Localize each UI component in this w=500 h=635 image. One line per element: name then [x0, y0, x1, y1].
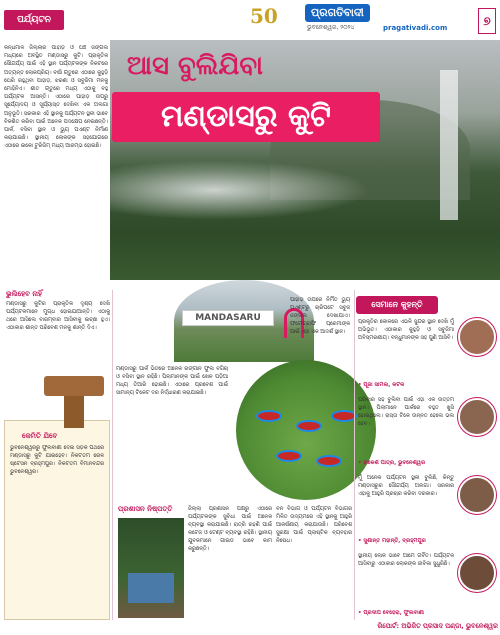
- waterfall-shape: [440, 70, 458, 220]
- paper-date: ଭୁବନେଶ୍ୱର, ୨୦୨୪: [307, 24, 355, 31]
- headline-line-2: ମଣ୍ଡାସରୁ କୁଟି: [112, 92, 380, 142]
- subhead-admin: ପ୍ରଶାସନ ନିଷ୍ପତ୍ତି: [118, 505, 173, 513]
- how-to-go-title: କେମିତି ଯିବେ: [22, 432, 58, 440]
- park-banner: MANDASARU: [182, 310, 274, 326]
- intro-text: କନ୍ଧମାଳ ଜିଲ୍ଲାର ପାହାଡ଼ ଓ ଘଞ୍ଚ ଜଙ୍ଗଲ ମଧ୍ୟରେ ଅବସ୍ଥିତ ମଣ୍ଡାସରୁ କୁଟି। ପ୍ରାକୃତିକ ସୌନ୍ଦର୍ଯ୍ୟ ପାଇଁ ଏହି ସ୍ଥାନ ପର୍ଯ୍ୟଟକଙ୍କ ନିକଟରେ ଅତ୍ୟନ୍ତ ଲୋକପ୍ରିୟ। ବର୍ଷା ଋତୁରେ ଏଠାରେ କୁହୁଡ଼ି ଘେରି ରହୁଥିବା ପାହାଡ଼, ଝରଣା ଓ ସବୁଜିମା ମନକୁ ମୋହିନିଏ। ଶୀତ ଋତୁରେ ମଧ୍ୟ ଏଠାକୁ ବହୁ ପର୍ଯ୍ୟଟକ ଆସନ୍ତି। ଏଠାରେ ପାହାଡ଼ ଉପରୁ ସୂର୍ଯ୍ୟୋଦୟ ଓ ସୂର୍ଯ୍ୟାସ୍ତ ଦେଖିବା ଏକ ଅଲଗା ଅନୁଭୂତି। ସରକାର ଏହି ସ୍ଥାନକୁ ପର୍ଯ୍ୟଟନ ସ୍ଥଳୀ ଭାବେ ବିକଶିତ କରିବା ପାଇଁ ଅନେକ ପଦକ୍ଷେପ ନେଇଛନ୍ତି। ପାର୍କ, ବସିବା ସ୍ଥାନ ଓ ଭ୍ୟୁ ପଏଣ୍ଟ ନିର୍ମାଣ କରାଯାଇଛି। ସ୍ଥାନୀୟ ଲୋକଙ୍କ ସହଯୋଗରେ ଏଠାରେ ଇକୋ ଟୁରିଜିମ୍ ମଧ୍ୟ ଆରମ୍ଭ ହୋଇଛି।: [4, 45, 108, 150]
- flower-bed: [276, 450, 302, 462]
- quotes-title: ସେମାନେ କୁହନ୍ତି: [356, 296, 438, 314]
- avatar: [458, 476, 496, 514]
- subhead-dont-forget: ଭୁଲିହେବ ନାହିଁ: [6, 290, 43, 298]
- park-text: ମଣ୍ଡାସରୁ ପାର୍କ ଭିତରେ ଅନେକ ରଙ୍ଗୀନ ଫୁଲ ବଗିଚା ଓ ବସିବା ସ୍ଥାନ ରହିଛି। ପିଲାମାନଙ୍କ ପାଇଁ ଖେଳ ପଡ଼ିଆ ମଧ୍ୟ ତିଆରି ହୋଇଛି। ଏଠାରେ ପ୍ରବେଶ ପାଇଁ ସାମାନ୍ୟ ଟିକେଟ ଦର ନିର୍ଦ୍ଧାରଣ କରାଯାଇଛି।: [116, 366, 228, 396]
- paper-name: ପ୍ରଗତିବାଦୀ: [305, 4, 370, 22]
- flower-bed: [296, 420, 322, 432]
- viewpoint-text: ପାହାଡ଼ ଉପରେ ନିର୍ମିତ ଭ୍ୟୁ ପଏଣ୍ଟରୁ ଚାରିପଟେ ସବୁଜ ଜଙ୍ଗଲ ଦେଖାଯାଏ। ଫଟୋଗ୍ରାଫି ପ୍ରେମୀଙ୍କ ପାଇଁ ଏହା ଏକ ଆଦର୍ଶ ସ୍ଥାନ।: [290, 297, 350, 335]
- quote-text: ପରିବାର ସହ ବୁଲିବା ପାଇଁ ଏହା ଏକ ଉତ୍ତମ ସ୍ଥାନ। ପିଲାମାନେ ପାର୍କରେ ବହୁତ ଖୁସି ହୋଇଥିଲେ। ରାସ୍ତା ଟିକେ ଉନ୍ନତ ହେଲେ ଭଲ ହେବ।: [358, 397, 454, 427]
- forest-text: ବନ ବିଭାଗ ଓ ପର୍ଯ୍ୟଟନ ବିଭାଗର ମିଳିତ ଉଦ୍ୟମରେ ଏହି ସ୍ଥାନକୁ ଆହୁରି ଆକର୍ଷଣୀୟ କରାଯାଉଛି। ପରିବେଶ ସୁରକ୍ଷା ପାଇଁ ପ୍ଲାଷ୍ଟିକ ବ୍ୟବହାର ନିଷେଧ।: [276, 506, 352, 544]
- quote-name: • ପ୍ରଦୀପ ବେହେରା, ଫୁଲବାଣୀ: [358, 610, 424, 616]
- admin-text: ଜିଲ୍ଲା ପ୍ରଶାସନ ପକ୍ଷରୁ ଏଠାରେ ପର୍ଯ୍ୟଟକଙ୍କ ସୁବିଧା ପାଇଁ ଅନେକ ବ୍ୟବସ୍ଥା କରାଯାଇଛି। ରାତ୍ରି ରହଣି ପାଇଁ କଟେଜ ଓ ଟେଣ୍ଟ ବ୍ୟବସ୍ଥା ରହିଛି। ସ୍ଥାନୀୟ ଯୁବକମାନେ ଗାଇଡ ଭାବେ କାମ କରୁଛନ୍ତି।: [188, 506, 272, 552]
- page-header: [0, 0, 500, 40]
- masthead: [305, 4, 475, 38]
- anniversary-logo: 50: [250, 4, 278, 28]
- cottage-photo: [118, 518, 184, 618]
- quote-text: ମୁଁ ଅନେକ ପର୍ଯ୍ୟଟନ ସ୍ଥଳୀ ବୁଲିଛି, କିନ୍ତୁ ମଣ୍ଡାସରୁର ସୌନ୍ଦର୍ଯ୍ୟ ଅଲଗା। ସରକାର ଏହାକୁ ଆହୁରି ପ୍ରଚାର କରିବା ଦରକାର।: [358, 475, 454, 497]
- signpost-board: [44, 376, 104, 396]
- avatar: [458, 318, 496, 356]
- quote-name: • ପୂଜା ସାମଲ, କଟକ: [358, 382, 405, 388]
- quote-name: • ସୁଶାନ୍ତ ମହାନ୍ତି, ବ୍ରହ୍ମପୁର: [358, 538, 426, 544]
- section-tab: ପର୍ଯ୍ୟଟନ: [4, 10, 64, 30]
- mist-overlay: [110, 160, 370, 220]
- how-to-go-text: ଭୁବନେଶ୍ୱରରୁ ଫୁଲବାଣୀ ଦେଇ ସଡ଼କ ପଥରେ ମଣ୍ଡାସରୁ କୁଟି ଯାଇହେବ। ନିକଟତମ ରେଳ ଷ୍ଟେସନ ବ୍ରହ୍ମପୁର। ନିକଟତମ ବିମାନବନ୍ଦର ଭୁବନେଶ୍ୱର।: [10, 445, 104, 475]
- flower-bed: [256, 410, 282, 422]
- quote-name: • ରାକେଶ ପାତ୍ର, ଭୁବନେଶ୍ୱର: [358, 460, 426, 466]
- quote-text: ସ୍ଥାନୀୟ ଲୋକ ଭାବେ ଆମେ ଗର୍ବିତ। ପର୍ଯ୍ୟଟକ ଆସିବାରୁ ଏଠାକାର ଲୋକଙ୍କ ଜୀବିକା ସୁଧୁରିଛି।: [358, 553, 454, 567]
- column-divider: [354, 290, 355, 620]
- paper-url: pragativadi.com: [383, 24, 448, 32]
- flower-garden-photo: [236, 360, 376, 500]
- avatar: [458, 554, 496, 592]
- cottage-shape: [128, 573, 174, 603]
- column-divider: [112, 290, 113, 620]
- avatar: [458, 398, 496, 436]
- page-number: ୭: [478, 8, 496, 34]
- flower-bed: [316, 455, 342, 467]
- dont-forget-text: ମଣ୍ଡାସରୁ କୁଟିର ପ୍ରାକୃତିକ ଦୃଶ୍ୟ ଦେଖି ପର୍ଯ୍ୟଟକମାନେ ମୁଗ୍ଧ ହୋଇଯାଆନ୍ତି। ଏଠାକୁ ଥରେ ଆସିଲେ ବାରମ୍ବାର ଆସିବାକୁ ଇଚ୍ଛା ହୁଏ। ଏଠାକାର ଶାନ୍ତ ପରିବେଶ ମନକୁ ଶାନ୍ତି ଦିଏ।: [6, 301, 110, 331]
- headline-line-1: ଆସ ବୁଲିଯିବା: [126, 51, 264, 81]
- quote-text: ପ୍ରକୃତିର କୋଳରେ ଏଭଳି ସୁନ୍ଦର ସ୍ଥାନ ଦେଖି ମୁଁ ଅଭିଭୂତ। ଏଠାକାର କୁହୁଡ଼ି ଓ ସବୁଜିମା ଅବିସ୍ମରଣୀୟ। ବନ୍ଧୁମାନଙ୍କ ସହ ପୁଣି ଆସିବି।: [358, 319, 454, 341]
- reporter-byline: ରିପୋର୍ଟ: ଅଭିଜିତ ପ୍ରସାଦ ପଣ୍ଡା, ଭୁବନେଶ୍ୱର: [377, 622, 498, 630]
